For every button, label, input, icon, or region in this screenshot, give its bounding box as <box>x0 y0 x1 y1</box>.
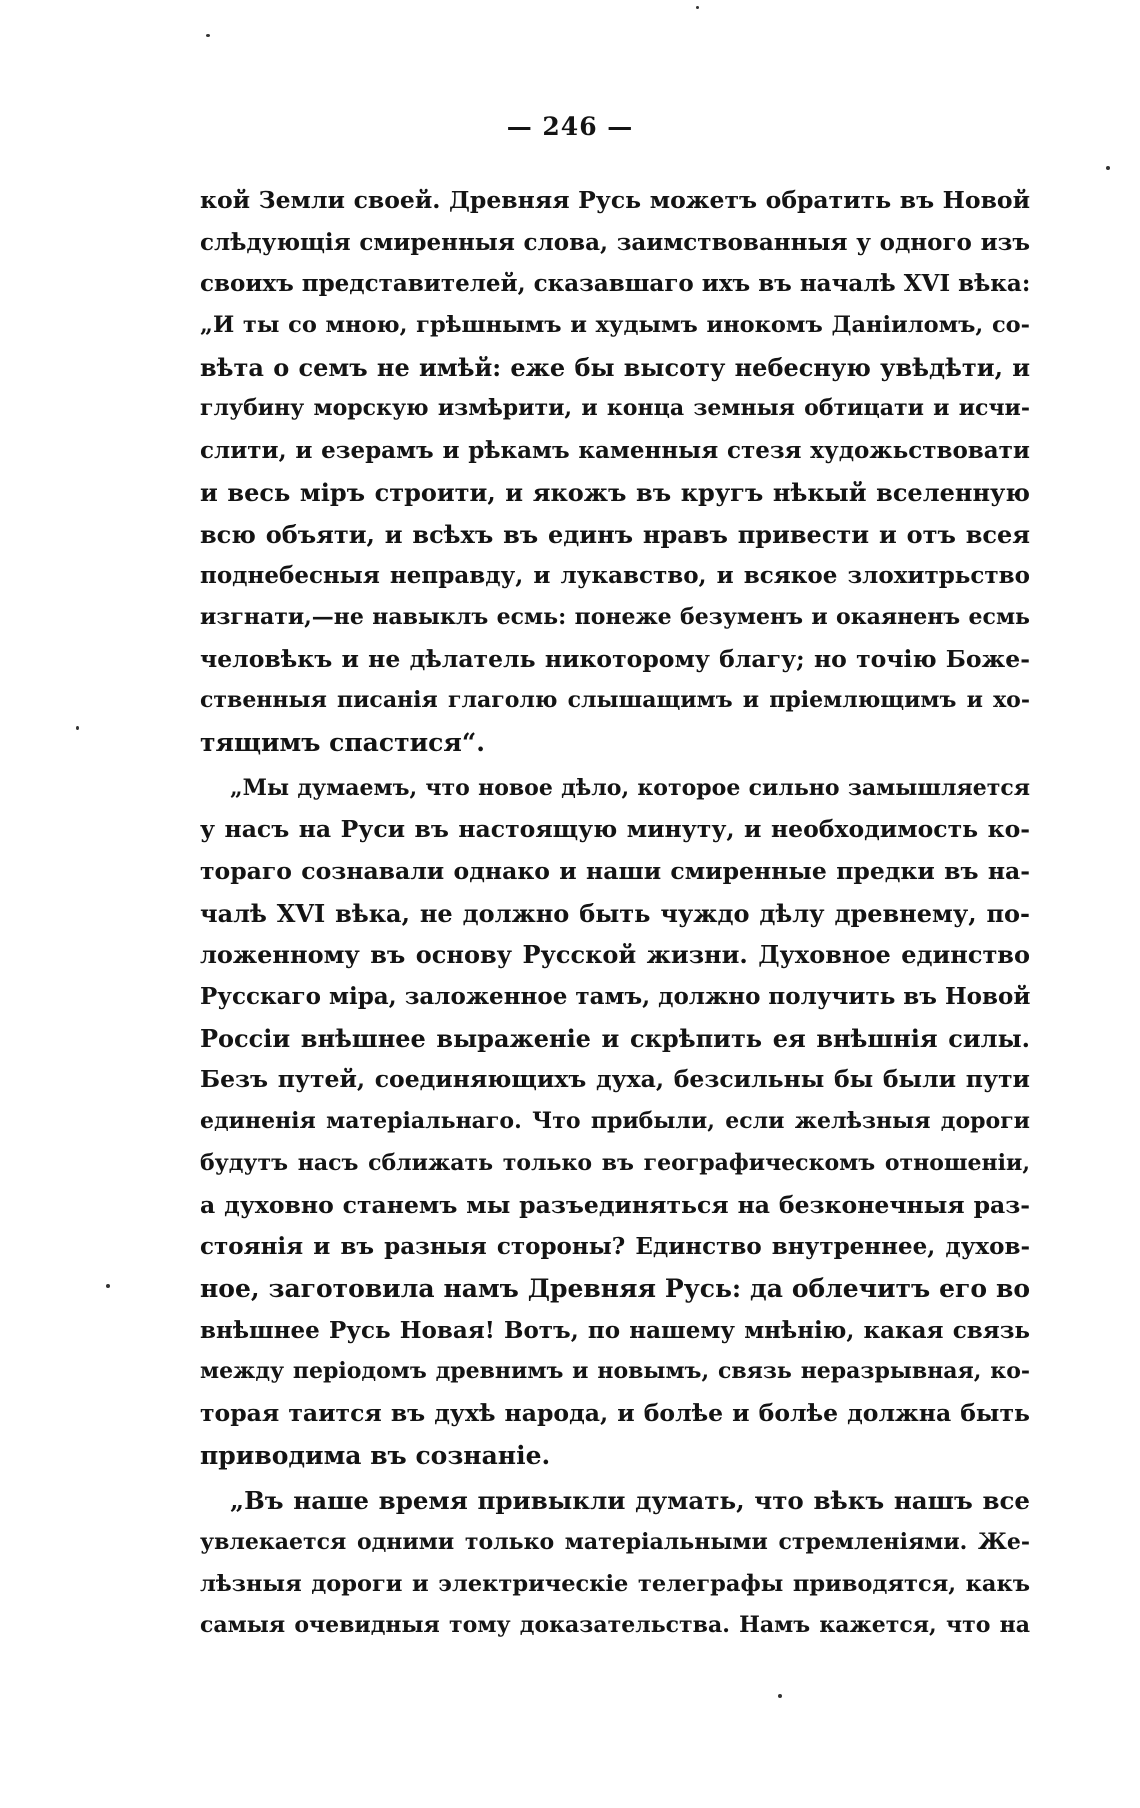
paragraph-3 <box>200 1480 1030 1647</box>
text-line: „Мы думаемъ, что новое дѣло, которое сильно замышляется <box>230 774 1030 801</box>
text-line: увлекается одними только матеріальными стремленіями. Же- <box>200 1529 1030 1555</box>
scan-speck <box>106 1284 110 1288</box>
text-line: тящимъ спастися“. <box>200 727 485 757</box>
text-line: „И ты со мною, грѣшнымъ и худымъ инокомъ Даніиломъ, со- <box>200 312 1030 339</box>
text-line: стоянія и въ разныя стороны? Единство внутреннее, духов- <box>200 1233 1030 1261</box>
text-line: изгнати,—не навыклъ есмь: понеже безуменъ и окаяненъ есмь <box>200 603 1030 630</box>
text-line: у насъ на Руси въ настоящую минуту, и необходимость ко- <box>200 815 1030 844</box>
text-line: слити, и езерамъ и рѣкамъ каменныя стезя художьствовати <box>200 437 1030 465</box>
text-line: тораго сознавали однако и наши смиренные предки въ на- <box>200 857 1030 885</box>
body-text <box>200 180 1030 1647</box>
paragraph-2 <box>200 768 1030 1477</box>
text-line: между періодомъ древнимъ и новымъ, связь неразрывная, ко- <box>200 1358 1030 1385</box>
text-line: ложенному въ основу Русской жизни. Духовное единство <box>200 940 1030 970</box>
text-line: приводима въ сознаніе. <box>200 1440 551 1470</box>
text-line: Россіи внѣшнее выраженіе и скрѣпить ея внѣшнія силы. <box>200 1023 1030 1053</box>
scan-speck <box>76 726 79 730</box>
text-line: будутъ насъ сближать только въ географическомъ отношеніи, <box>200 1149 1030 1176</box>
text-line: Русскаго міра, заложенное тамъ, должно получить въ Новой <box>200 983 1031 1011</box>
text-line: своихъ представителей, сказавшаго ихъ въ началѣ XVI вѣка: <box>200 270 1031 298</box>
text-line: а духовно станемъ мы разъединяться на безконечныя раз- <box>200 1190 1030 1219</box>
text-line: слѣдующія смиренныя слова, заимствованныя у одного изъ <box>200 228 1030 256</box>
text-line: „Въ наше время привыкли думать, что вѣкъ нашъ все <box>230 1486 1030 1516</box>
text-line: ственныя писанія глаголю слышащимъ и пріемлющимъ и хо- <box>200 687 1030 714</box>
text-line: поднебесныя неправду, и лукавство, и всякое злохитрьство <box>200 562 1030 590</box>
scan-speck <box>778 1694 782 1698</box>
text-line: глубину морскую измѣрити, и конца земныя обтицати и исчи- <box>200 395 1030 422</box>
scan-speck <box>1106 166 1110 170</box>
text-line: человѣкъ и не дѣлатель никоторому благу; но точію Боже- <box>200 644 1030 673</box>
text-line: чалѣ XVI вѣка, не должно быть чуждо дѣлу древнему, по- <box>200 898 1030 928</box>
text-line: вѣта о семъ не имѣй: еже бы высоту небесную увѣдѣти, и <box>200 352 1030 382</box>
text-line: и весь міръ строити, и якожъ въ кругъ нѣкый вселенную <box>200 477 1030 507</box>
text-line: Безъ путей, соединяющихъ духа, безсильны бы были пути <box>200 1065 1030 1094</box>
text-line: самыя очевидныя тому доказательства. Намъ кажется, что на <box>200 1612 1030 1639</box>
scan-speck <box>696 6 699 9</box>
text-line: торая таится въ духѣ народа, и болѣе и болѣе должна быть <box>200 1398 1030 1427</box>
text-line: внѣшнее Русь Новая! Вотъ, по нашему мнѣнію, какая связь <box>200 1316 1030 1344</box>
text-line: кой Земли своей. Древняя Русь можетъ обратить въ Новой <box>200 186 1030 214</box>
text-line: ное, заготовила намъ Древняя Русь: да облечитъ его во <box>200 1273 1030 1303</box>
text-line: лѣзныя дороги и электрическіе телеграфы приводятся, какъ <box>200 1570 1030 1597</box>
text-line: всю объяти, и всѣхъ въ единъ нравъ привести и отъ всея <box>200 519 1030 549</box>
text-line: единенія матеріальнаго. Что прибыли, если желѣзныя дороги <box>200 1108 1030 1135</box>
scan-speck <box>206 34 210 37</box>
page-number: — 246 — <box>506 112 634 141</box>
paragraph-1 <box>200 180 1030 764</box>
